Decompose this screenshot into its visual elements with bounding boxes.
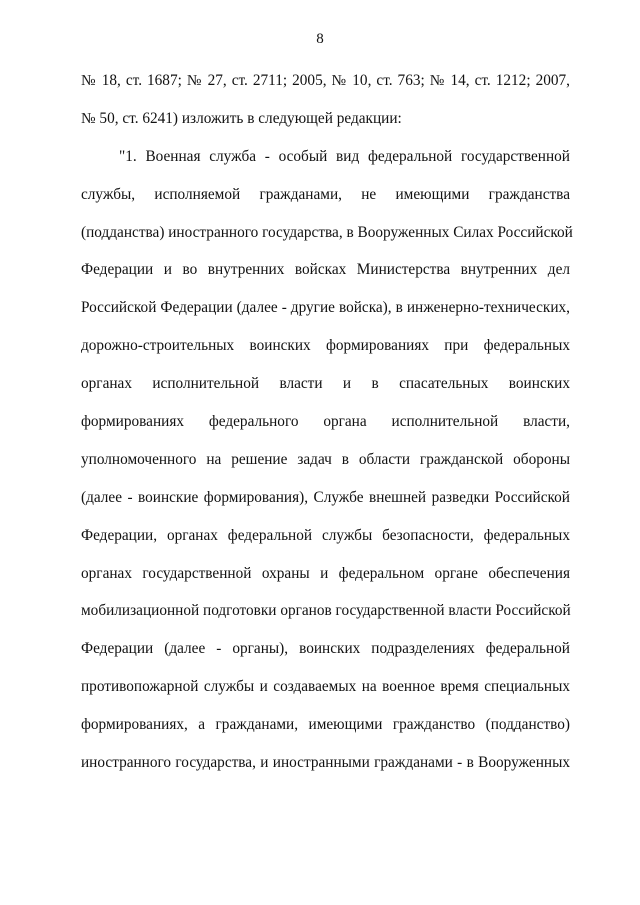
text-line: Федерации (далее - органы), воинских подразделениях федеральной [81, 640, 570, 658]
text-line: противопожарной службы и создаваемых на военное время специальных [81, 678, 570, 696]
text-line: формированиях федерального органа исполнительной власти, [81, 413, 570, 431]
text-line: (далее - воинские формирования), Службе внешней разведки Российской [81, 488, 570, 506]
text-line: дорожно-строительных воинских формированиях при федеральных [81, 337, 570, 355]
text-line: уполномоченного на решение задач в области гражданской обороны [81, 450, 570, 468]
text-line: (подданства) иностранного государства, в Вооруженных Силах Российской [81, 223, 573, 241]
text-line: службы, исполняемой гражданами, не имеющими гражданства [81, 185, 570, 203]
text-line: № 18, ст. 1687; № 27, ст. 2711; 2005, № 10, ст. 763; № 14, ст. 1212; 2007, [81, 72, 570, 89]
text-line: мобилизационной подготовки органов государственной власти Российской [81, 602, 571, 620]
text-line: формированиях, а гражданами, имеющими гражданство (подданство) [81, 716, 570, 734]
document-body [81, 72, 573, 792]
page-number: 8 [316, 31, 324, 47]
text-line: Федерации и во внутренних войсках Министерства внутренних дел [81, 261, 570, 279]
text-line: органах государственной охраны и федеральном органе обеспечения [81, 564, 570, 582]
text-line: № 50, ст. 6241) изложить в следующей редакции: [81, 109, 402, 127]
text-line: органах исполнительной власти и в спасательных воинских [81, 375, 570, 393]
text-line: иностранного государства, и иностранными гражданами - в Вооруженных [81, 754, 570, 772]
text-line: Федерации, органах федеральной службы безопасности, федеральных [81, 526, 570, 544]
text-line: Российской Федерации (далее - другие войска), в инженерно-технических, [81, 299, 570, 317]
paragraph-first-line: "1. Военная служба - особый вид федеральной государственной [119, 147, 570, 165]
